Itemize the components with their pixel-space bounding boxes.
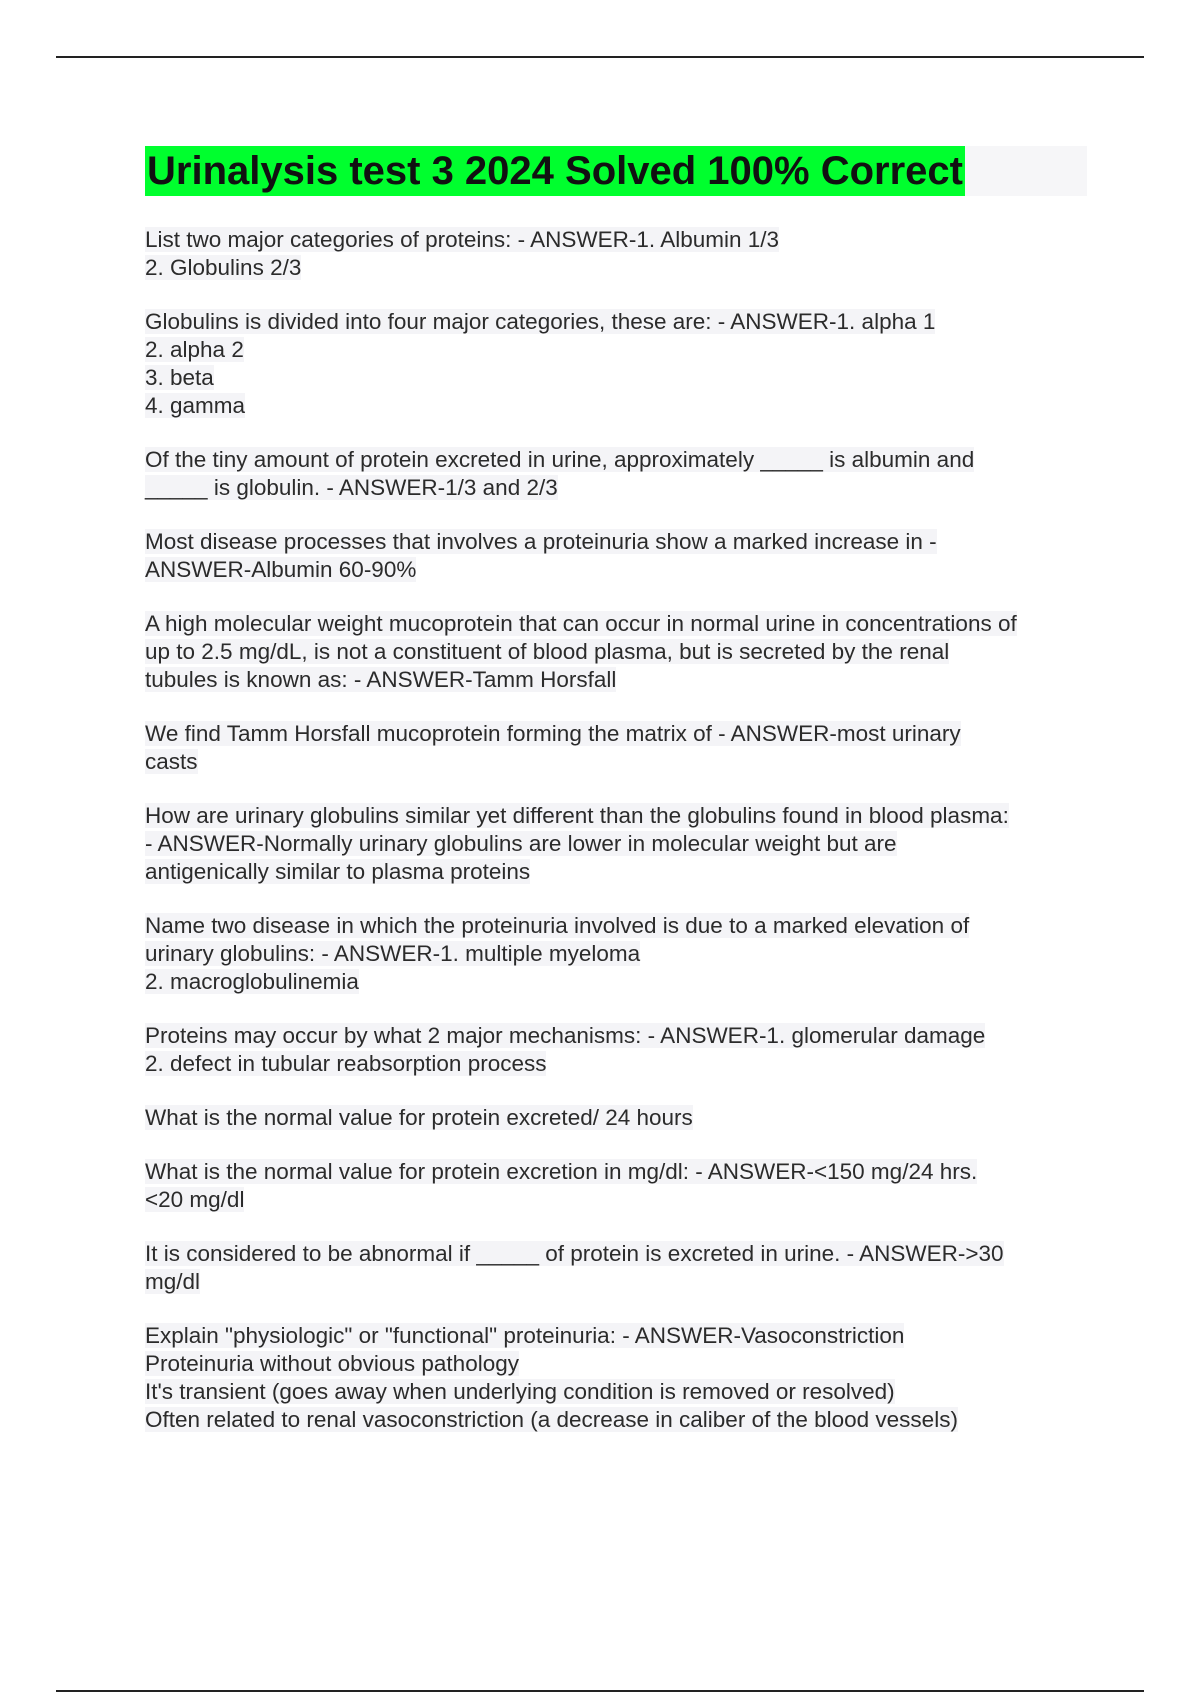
qa-line	[145, 1186, 1085, 1214]
qa-item	[145, 912, 1085, 996]
qa-line-text: 2. defect in tubular reabsorption process	[145, 1051, 547, 1076]
qa-line-text: What is the normal value for protein excreted/ 24 hours	[145, 1105, 693, 1130]
qa-line-text: Proteinuria without obvious pathology	[145, 1351, 519, 1376]
footer-rule	[56, 1690, 1144, 1692]
qa-line	[145, 1350, 1085, 1378]
qa-line	[145, 1050, 1085, 1078]
qa-line-text: 2. macroglobulinemia	[145, 969, 359, 994]
qa-line-text: How are urinary globulins similar yet different than the globulins found in blood plasma:	[145, 803, 1009, 828]
qa-line	[145, 254, 1085, 282]
document-body	[145, 146, 1085, 1460]
qa-line	[145, 1322, 1085, 1350]
qa-line-text: We find Tamm Horsfall mucoprotein forming the matrix of - ANSWER-most urinary	[145, 721, 961, 746]
qa-item	[145, 1158, 1085, 1214]
qa-line-text: It's transient (goes away when underlying condition is removed or resolved)	[145, 1379, 895, 1404]
qa-line-text: 2. Globulins 2/3	[145, 255, 302, 280]
header-rule	[56, 56, 1144, 58]
qa-line-text: List two major categories of proteins: - ANSWER-1. Albumin 1/3	[145, 227, 780, 252]
qa-line-text: <20 mg/dl	[145, 1187, 245, 1212]
qa-line	[145, 336, 1085, 364]
qa-line	[145, 226, 1085, 254]
qa-line	[145, 1104, 1085, 1132]
qa-item	[145, 802, 1085, 886]
qa-item	[145, 1104, 1085, 1132]
qa-line-text: tubules is known as: - ANSWER-Tamm Horsfall	[145, 667, 617, 692]
qa-line	[145, 858, 1085, 886]
qa-line	[145, 748, 1085, 776]
qa-line-text: ANSWER-Albumin 60-90%	[145, 557, 417, 582]
qa-line	[145, 1268, 1085, 1296]
qa-line	[145, 392, 1085, 420]
qa-line-text: mg/dl	[145, 1269, 201, 1294]
qa-line-text: 4. gamma	[145, 393, 246, 418]
qa-line	[145, 308, 1085, 336]
qa-line	[145, 1378, 1085, 1406]
qa-line	[145, 720, 1085, 748]
qa-line-text: Of the tiny amount of protein excreted in urine, approximately _____ is albumin and	[145, 447, 975, 472]
qa-line-text: It is considered to be abnormal if _____ of protein is excreted in urine. - ANSWER->30	[145, 1241, 1004, 1266]
qa-line	[145, 802, 1085, 830]
qa-line	[145, 610, 1085, 638]
qa-line	[145, 830, 1085, 858]
qa-item	[145, 1022, 1085, 1078]
qa-line	[145, 1158, 1085, 1186]
qa-line-text: A high molecular weight mucoprotein that can occur in normal urine in concentrations of	[145, 611, 1017, 636]
qa-item	[145, 1240, 1085, 1296]
qa-line-text: Most disease processes that involves a proteinuria show a marked increase in -	[145, 529, 937, 554]
qa-line	[145, 1022, 1085, 1050]
qa-item	[145, 610, 1085, 694]
qa-line-text: Proteins may occur by what 2 major mechanisms: - ANSWER-1. glomerular damage	[145, 1023, 986, 1048]
qa-line	[145, 940, 1085, 968]
qa-line-text: 3. beta	[145, 365, 214, 390]
qa-line	[145, 1406, 1085, 1434]
qa-line-text: Explain "physiologic" or "functional" proteinuria: - ANSWER-Vasoconstriction	[145, 1323, 905, 1348]
qa-line	[145, 556, 1085, 584]
qa-line-text: antigenically similar to plasma proteins	[145, 859, 531, 884]
qa-list	[145, 226, 1085, 1434]
qa-line	[145, 1240, 1085, 1268]
qa-line-text: Often related to renal vasoconstriction (a decrease in caliber of the blood vessels)	[145, 1407, 958, 1432]
qa-line-text: What is the normal value for protein excretion in mg/dl: - ANSWER-<150 mg/24 hrs.	[145, 1159, 978, 1184]
qa-line	[145, 638, 1085, 666]
qa-line-text: Globulins is divided into four major categories, these are: - ANSWER-1. alpha 1	[145, 309, 936, 334]
qa-line	[145, 528, 1085, 556]
qa-line	[145, 912, 1085, 940]
qa-item	[145, 528, 1085, 584]
qa-line	[145, 968, 1085, 996]
qa-item	[145, 446, 1085, 502]
qa-item	[145, 226, 1085, 282]
qa-line-text: up to 2.5 mg/dL, is not a constituent of blood plasma, but is secreted by the renal	[145, 639, 950, 664]
page-title: Urinalysis test 3 2024 Solved 100% Correct	[145, 146, 965, 196]
qa-item	[145, 720, 1085, 776]
qa-line-text: 2. alpha 2	[145, 337, 244, 362]
qa-item	[145, 1322, 1085, 1434]
title-band	[145, 146, 1087, 196]
qa-line-text: _____ is globulin. - ANSWER-1/3 and 2/3	[145, 475, 558, 500]
qa-line	[145, 474, 1085, 502]
qa-line-text: casts	[145, 749, 198, 774]
qa-line	[145, 446, 1085, 474]
qa-line	[145, 666, 1085, 694]
qa-item	[145, 308, 1085, 420]
qa-line-text: urinary globulins: - ANSWER-1. multiple myeloma	[145, 941, 641, 966]
qa-line	[145, 364, 1085, 392]
qa-line-text: Name two disease in which the proteinuria involved is due to a marked elevation of	[145, 913, 970, 938]
qa-line-text: - ANSWER-Normally urinary globulins are lower in molecular weight but are	[145, 831, 897, 856]
